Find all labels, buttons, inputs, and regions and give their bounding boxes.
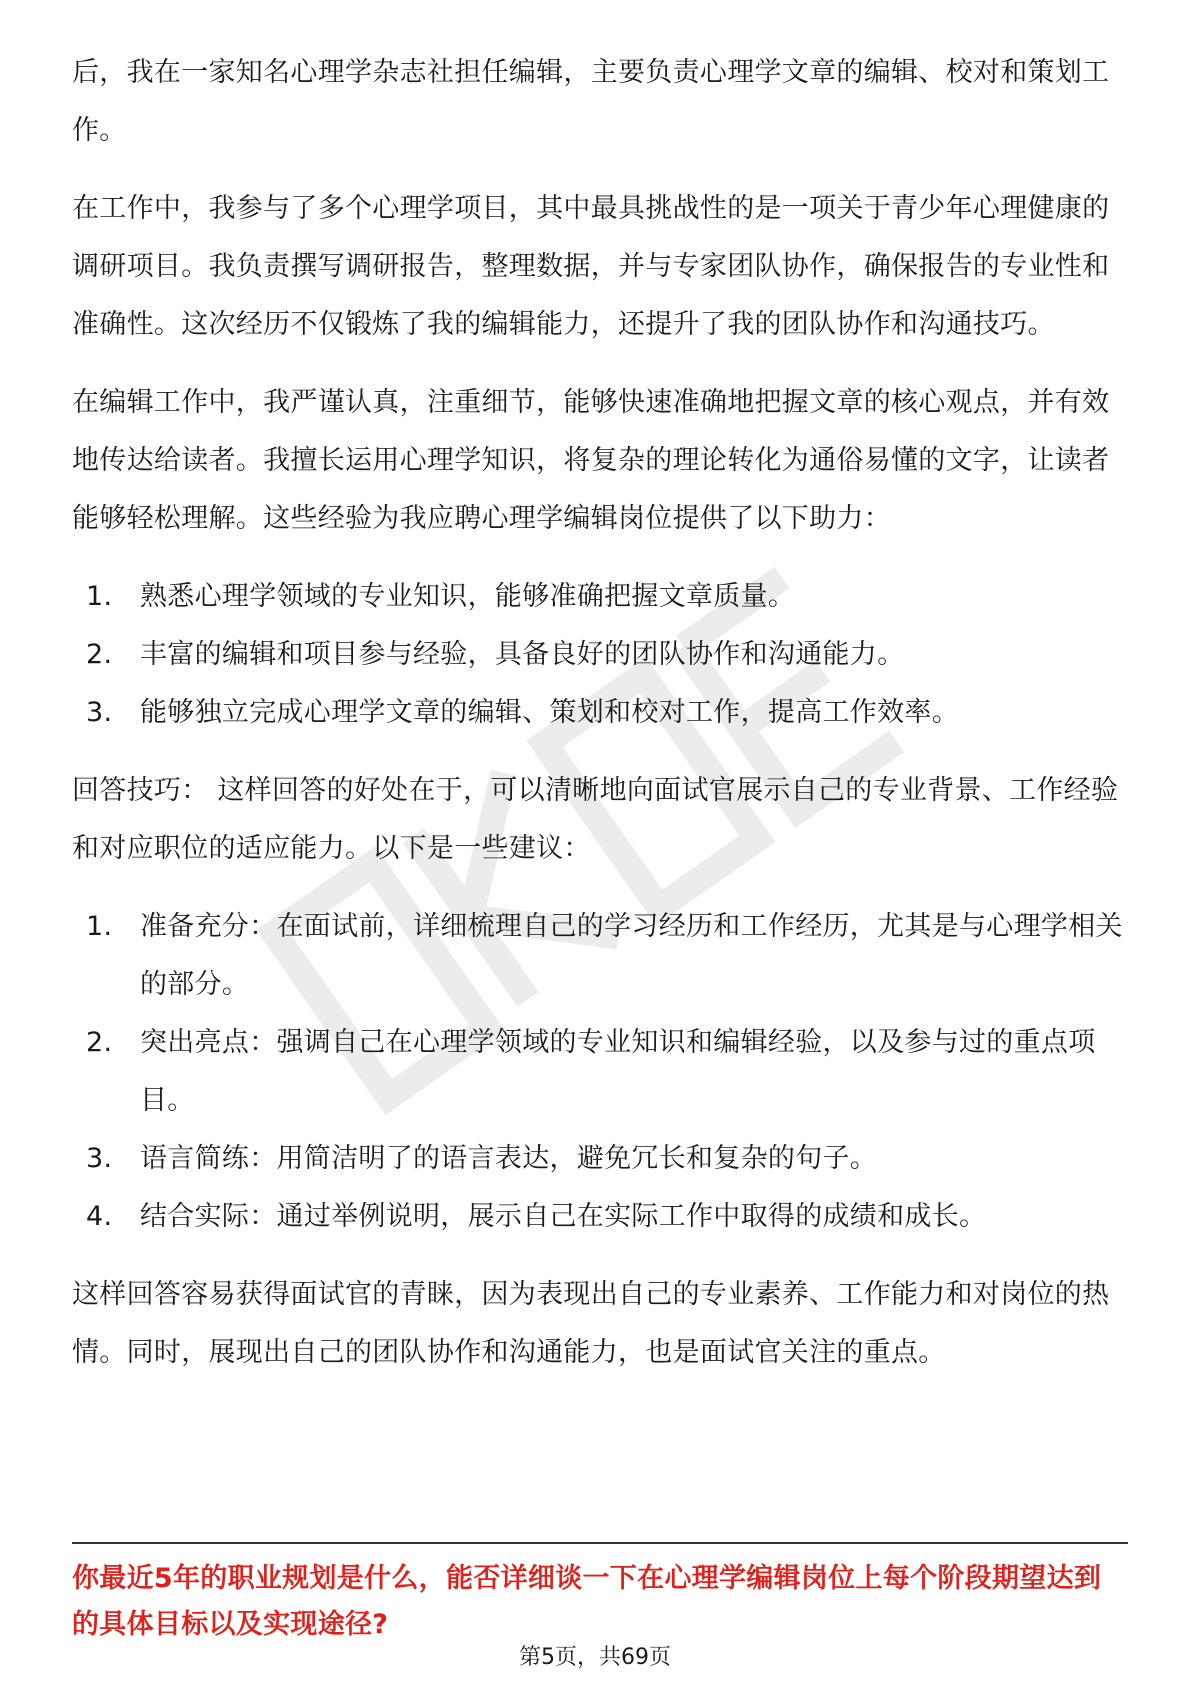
section-divider xyxy=(72,1542,1128,1544)
list-number: 3. xyxy=(86,697,113,728)
list-item xyxy=(72,1130,1128,1188)
list-number: 3. xyxy=(86,1143,113,1174)
list-number: 4. xyxy=(86,1201,113,1232)
page-footer: 第5页，共69页 xyxy=(519,1645,671,1670)
paragraph-tips: 回答技巧： 这样回答的好处在于，可以清晰地向面试官展示自己的专业背景、工作经验和对应职位的适应能力。以下是一些建议： xyxy=(72,775,1119,864)
list-item xyxy=(72,1014,1128,1130)
list-text: 熟悉心理学领域的专业知识，能够准确把握文章质量。 xyxy=(140,581,796,612)
list-text: 突出亮点：强调自己在心理学领域的专业知识和编辑经验，以及参与过的重点项目。 xyxy=(140,1027,1096,1116)
list-item xyxy=(72,626,1128,684)
list-number: 2. xyxy=(86,1027,113,1058)
main-content xyxy=(72,44,1128,1402)
list-item xyxy=(72,898,1128,1014)
list-number: 2. xyxy=(86,639,113,670)
list-item xyxy=(72,684,1128,742)
interview-question: 你最近5年的职业规划是什么，能否详细谈一下在心理学编辑岗位上每个阶段期望达到的具体目标以及实现途径? xyxy=(72,1563,1102,1640)
list-number: 1. xyxy=(86,911,113,942)
paragraph-conclusion: 这样回答容易获得面试官的青睐，因为表现出自己的专业素养、工作能力和对岗位的热情。同时，展现出自己的团队协作和沟通能力，也是面试官关注的重点。 xyxy=(72,1279,1110,1368)
list-text: 能够独立完成心理学文章的编辑、策划和校对工作，提高工作效率。 xyxy=(140,697,959,728)
list-item xyxy=(72,568,1128,626)
paragraph-intro: 后，我在一家知名心理学杂志社担任编辑，主要负责心理学文章的编辑、校对和策划工作。 xyxy=(72,57,1110,146)
advantages-list xyxy=(72,568,1128,742)
paragraph-editing: 在编辑工作中，我严谨认真，注重细节，能够快速准确地把握文章的核心观点，并有效地传达给读者。我擅长运用心理学知识，将复杂的理论转化为通俗易懂的文字，让读者能够轻松理解。这些经验为我应聘心理学编辑岗位提供了以下助力： xyxy=(72,387,1110,534)
list-item xyxy=(72,1188,1128,1246)
paragraph-project: 在工作中，我参与了多个心理学项目，其中最具挑战性的是一项关于青少年心理健康的调研项目。我负责撰写调研报告，整理数据，并与专家团队协作，确保报告的专业性和准确性。这次经历不仅锻炼了我的编辑能力，还提升了我的团队协作和沟通技巧。 xyxy=(72,193,1110,340)
list-text: 丰富的编辑和项目参与经验，具备良好的团队协作和沟通能力。 xyxy=(140,639,905,670)
list-text: 结合实际：通过举例说明，展示自己在实际工作中取得的成绩和成长。 xyxy=(140,1201,987,1232)
list-text: 语言简练：用简洁明了的语言表达，避免冗长和复杂的句子。 xyxy=(140,1143,878,1174)
list-number: 1. xyxy=(86,581,113,612)
list-text: 准备充分：在面试前，详细梳理自己的学习经历和工作经历，尤其是与心理学相关的部分。 xyxy=(140,911,1123,1000)
suggestions-list xyxy=(72,898,1128,1246)
